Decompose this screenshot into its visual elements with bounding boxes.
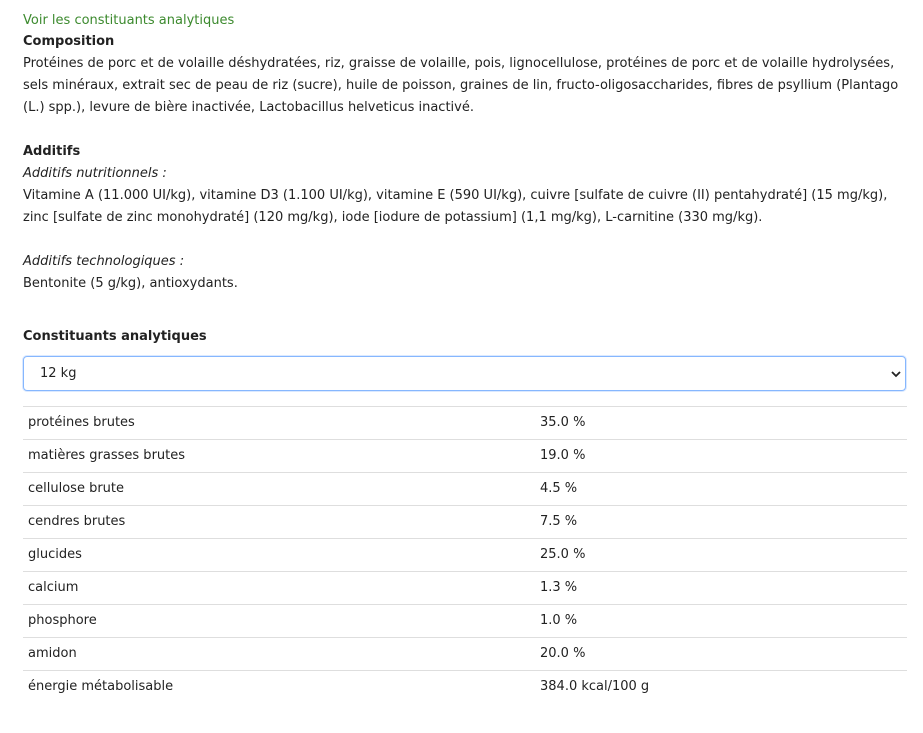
chevron-down-icon <box>891 368 901 378</box>
table-row <box>23 407 907 440</box>
constituant-name: matières grasses brutes <box>23 440 535 473</box>
additifs-technologiques-text: Bentonite (5 g/kg), antioxydants. <box>23 276 238 291</box>
additifs-title: Additifs <box>23 144 81 159</box>
constituant-value: 35.0 % <box>535 407 907 440</box>
constituant-name: amidon <box>23 638 535 671</box>
constituant-value: 1.3 % <box>535 572 907 605</box>
table-row <box>23 605 907 638</box>
constituant-value: 384.0 kcal/100 g <box>535 671 907 704</box>
constituants-table <box>23 406 907 703</box>
size-select-value: 12 kg <box>40 366 77 381</box>
table-row <box>23 671 907 704</box>
constituants-title: Constituants analytiques <box>23 329 207 344</box>
constituant-value: 7.5 % <box>535 506 907 539</box>
additifs-nutritionnels-text: Vitamine A (11.000 UI/kg), vitamine D3 (1.100 UI/kg), vitamine E (590 UI/kg), cuivre [sulfate de cuivre (II) pentahydraté] (15 mg/kg), zinc [sulfate de zinc monohydraté] (120 mg/kg), iode [iodure de potassium] (1,1 mg/kg), L-carnitine (330 mg/kg). <box>23 188 888 225</box>
additifs-technologiques-label: Additifs technologiques : <box>23 254 185 269</box>
constituant-name: calcium <box>23 572 535 605</box>
constituant-value: 25.0 % <box>535 539 907 572</box>
table-row <box>23 638 907 671</box>
table-row <box>23 473 907 506</box>
table-row <box>23 539 907 572</box>
constituant-name: protéines brutes <box>23 407 535 440</box>
constituant-name: glucides <box>23 539 535 572</box>
table-row <box>23 506 907 539</box>
view-analytical-constituents-link[interactable]: Voir les constituants analytiques <box>23 13 235 28</box>
constituant-value: 20.0 % <box>535 638 907 671</box>
constituant-name: cendres brutes <box>23 506 535 539</box>
constituant-name: phosphore <box>23 605 535 638</box>
composition-text: Protéines de porc et de volaille déshydratées, riz, graisse de volaille, pois, lignocellulose, protéines de porc et de volaille hydrolysées, sels minéraux, extrait sec de peau de riz (sucre), huile de poisson, graines de lin, fructo-oligosaccharides, fibres de psyllium (Plantago (L.) spp.), levure de bière inactivée, Lactobacillus helveticus inactivé. <box>23 56 899 115</box>
additifs-nutritionnels-label: Additifs nutritionnels : <box>23 166 167 181</box>
constituant-value: 1.0 % <box>535 605 907 638</box>
size-select[interactable] <box>23 356 906 391</box>
constituant-name: cellulose brute <box>23 473 535 506</box>
constituant-name: énergie métabolisable <box>23 671 535 704</box>
constituant-value: 4.5 % <box>535 473 907 506</box>
constituant-value: 19.0 % <box>535 440 907 473</box>
table-row <box>23 572 907 605</box>
table-row <box>23 440 907 473</box>
composition-title: Composition <box>23 34 115 49</box>
